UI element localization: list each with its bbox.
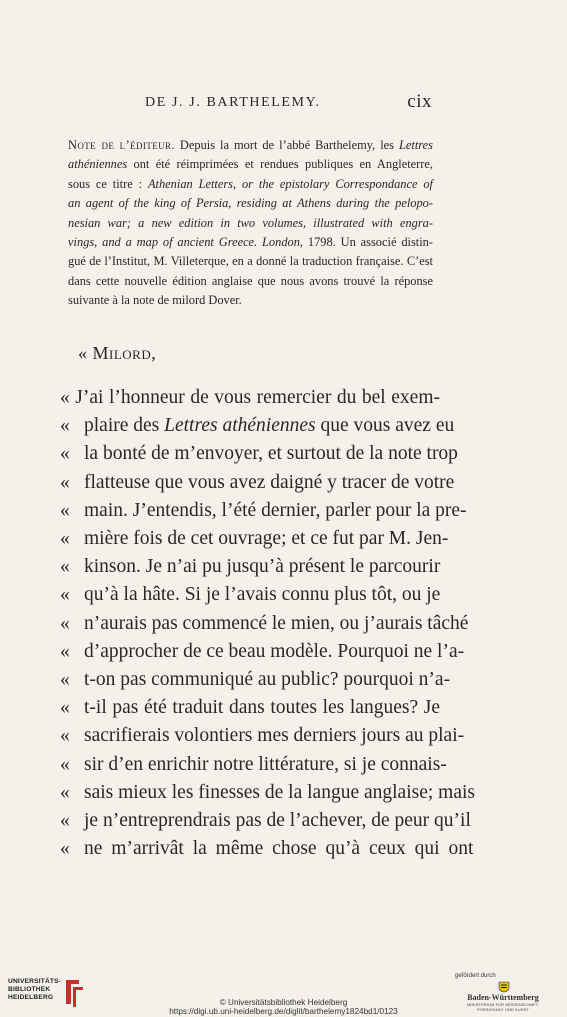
note-line [68,252,433,271]
text-run: Depuis la mort de l’abbé Barthelemy, les [174,138,400,152]
funding-logo[interactable] [453,973,553,1012]
letter-line [60,807,471,835]
text-run: d’approcher de ce beau modèle. Pourquoi ne l’a- [84,640,465,662]
italic-text: nesian war; a new edition in two volumes, illustrated with engra- [68,215,433,230]
letter-line [60,779,475,807]
letter-line-text [84,440,458,468]
letter-line-text [84,610,468,638]
letter-line-text [84,779,475,807]
quote-mark: « [60,838,70,860]
letter-line-text [84,638,464,666]
letter-line [60,610,469,638]
permalink[interactable]: https://digi.ub.uni-heidelberg.de/diglit/barthelemy1824bd1/0123 [169,1007,398,1016]
text-run: « J’ai l’honneur de vous remercier du bel exem- [60,387,440,408]
letter-line-text [84,751,447,779]
quote-mark: « [60,753,70,775]
text-run: qu’à la hâte. Si je l’avais connu plus tôt, ou je [84,584,441,606]
salutation-name: Milord, [92,343,157,363]
text-run: plaire des [84,415,165,437]
text-run: t-il pas été traduit dans toutes les langues? Je [84,697,440,719]
quote-mark: « [60,584,70,606]
letter-line-text [84,525,448,553]
note-line [68,291,433,310]
note-line [68,194,433,213]
letter-line [60,694,440,722]
text-run: kinson. Je n’ai pu jusqu’à présent le parcourir [84,556,441,578]
text-run: t-on pas communiqué au public? pourquoi n’a- [84,669,451,691]
text-run: flatteuse que vous avez daigné y tracer de votre [84,471,455,493]
quote-mark: « [60,697,70,719]
footer [0,970,567,1016]
letter-line [60,412,455,440]
letter-line-text [84,694,440,722]
text-run: sais mieux les finesses de la langue anglaise; mais [84,781,475,803]
note-line [68,175,433,194]
text-run: main. J’entendis, l’été dernier, parler pour la pre- [84,499,467,521]
letter-line [60,384,440,412]
letter-line-text [84,835,473,863]
funded-by-label: gefördert durch [455,973,496,979]
text-run: n’aurais pas commencé le mien, ou j’aurais tâché [84,612,469,634]
text-run: sir d’en enrichir notre littérature, si je connais- [84,753,447,775]
letter-line [60,440,458,468]
letter-line [60,638,465,666]
quote-mark: « [60,415,70,437]
text-run: la bonté de m’envoyer, et surtout de la note trop [84,443,458,465]
letter-line-text [84,807,471,835]
coat-of-arms-icon [497,981,511,995]
text-run: suivante à la note de milord Dover. [68,293,242,308]
letter-line [60,497,467,525]
running-head: DE J. J. BARTHELEMY. [145,95,321,110]
letter-line [60,553,440,581]
text-run: dans cette nouvelle édition anglaise que nous avons trouvé la réponse [68,273,433,288]
letter-line-text [84,553,440,581]
quote-mark: « [60,499,70,521]
letter-line [60,581,440,609]
letter-line [60,666,451,694]
quote-mark: « [60,471,70,493]
funder-name: Baden-Württemberg [467,993,539,1002]
text-run: que vous avez eu [315,415,455,437]
quote-mark: « [60,443,70,465]
text-run: gué de l’Institut, M. Villeterque, en a donné la traduction française. C’est [68,254,433,269]
salutation [78,343,156,364]
letter-line [60,722,465,750]
quote-mark: « [60,640,70,662]
note-line [68,214,433,233]
letter-line [60,469,455,497]
quote-mark: « [60,810,70,832]
italic-text: Lettres athéniennes [164,415,316,437]
text-run: mière fois de cet ouvrage; et ce fut par M. Jen- [84,528,449,550]
text-run: , 1798. Un associé distin- [299,235,433,250]
letter-line [60,525,449,553]
italic-text: vings, and a map of ancient Greece. London [68,235,300,250]
letter-line-text [84,497,467,525]
quote-mark: « [60,725,70,747]
editor-note [68,136,433,311]
salutation-quote: « [78,343,88,363]
note-line [68,136,433,155]
letter-line-text [84,581,440,609]
italic-text: Athenian Letters, or the epistolary Correspondance of [147,176,433,191]
quote-mark: « [60,556,70,578]
quote-mark: « [60,612,70,634]
letter-line [60,751,447,779]
copyright-notice: © Universitätsbibliothek Heidelberg [219,998,348,1007]
note-line [68,233,433,252]
quote-mark: « [60,528,70,550]
italic-text: an agent of the king of Persia, residing at Athens during the pelopo- [68,196,433,211]
quote-mark: « [60,781,70,803]
letter-line-text [84,722,464,750]
library-name: UNIVERSITÄTS- BIBLIOTHEK HEIDELBERG [8,978,62,1001]
text-run: sous ce titre : [68,176,148,191]
letter-line-text [60,384,440,412]
text-run: ont été réimprimées et rendues publiques en Angleterre, [127,157,433,172]
note-line [68,155,433,174]
letter-line [60,835,474,863]
page-number: cix [407,91,432,112]
text-run: sacrifierais volontiers mes derniers jours au plai- [84,725,465,747]
text-run: je n’entreprendrais pas de l’achever, de peur qu’il [84,810,471,832]
letter-line-text [84,412,454,440]
small-caps-text: Note de l’éditeur. [68,138,175,152]
text-run: ne m’arrivât la même chose qu’à ceux qui ont [84,838,474,860]
italic-text: Lettres [399,138,433,152]
quote-mark: « [60,669,70,691]
letter-line-text [84,469,454,497]
funder-ministry: MINISTERIUM FÜR WISSENSCHAFT, FORSCHUNG UND KUNST [466,1002,540,1012]
letter-line-text [84,666,450,694]
italic-text: athéniennes [68,157,128,172]
note-line [68,272,433,291]
letter-body [60,384,475,863]
